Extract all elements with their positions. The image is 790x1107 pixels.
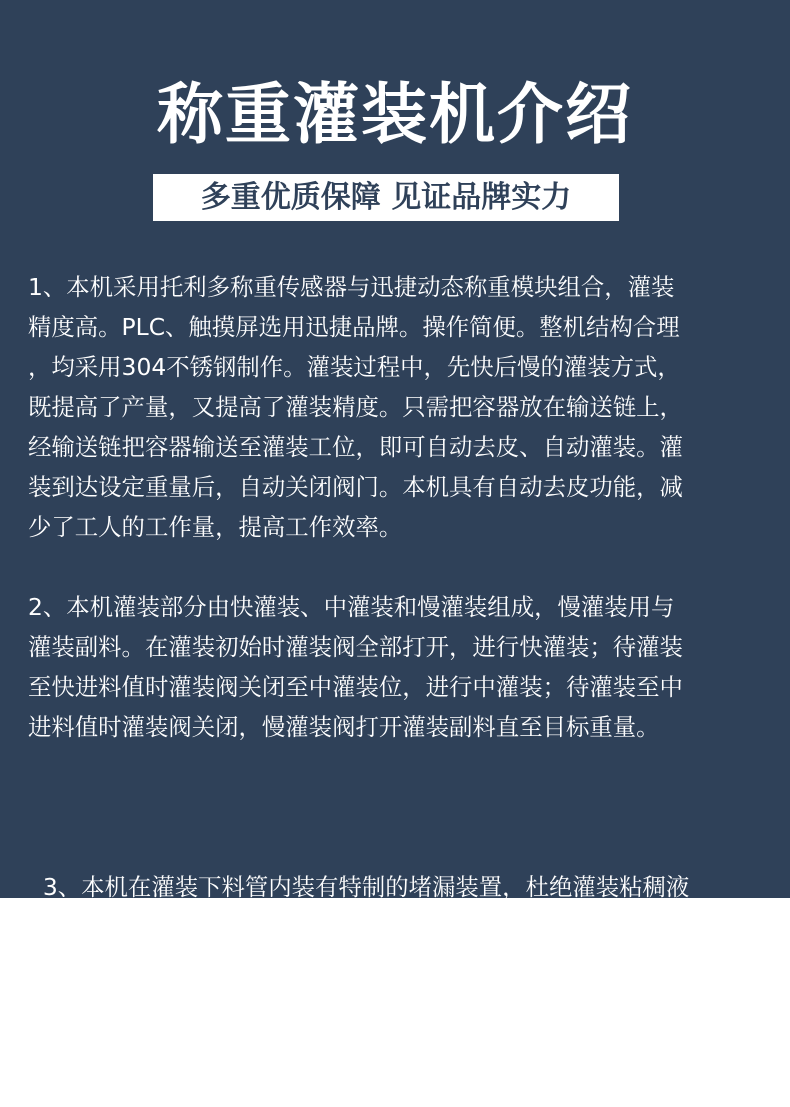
paragraph-line: 至快进料值时灌装阀关闭至中灌装位，进行中灌装；待灌装至中 xyxy=(28,673,683,701)
paragraph-line: 3、本机在灌装下料管内装有特制的堵漏装置，杜绝灌装粘稠液 xyxy=(28,873,690,901)
paragraph-line: ，均采用304不锈钢制作。灌装过程中，先快后慢的灌装方式， xyxy=(28,353,681,381)
paragraph-line: 精度高。PLC、触摸屏选用迅捷品牌。操作简便。整机结构合理 xyxy=(28,313,680,341)
paragraph-3 xyxy=(28,787,770,1107)
paragraph-line: 装到达设定重量后，自动关闭阀门。本机具有自动去皮功能，减 xyxy=(28,473,683,501)
subtitle-banner: 多重优质保障 见证品牌实力 xyxy=(153,174,619,221)
paragraph-line: 1、本机采用托利多称重传感器与迅捷动态称重模块组合，灌装 xyxy=(28,273,675,301)
paragraph-line: 既提高了产量，又提高了灌装精度。只需把容器放在输送链上， xyxy=(28,393,683,421)
paragraph-1 xyxy=(28,267,770,547)
paragraph-line: 经输送链把容器输送至灌装工位，即可自动去皮、自动灌装。灌 xyxy=(28,433,683,461)
paragraph-line: 灌装副料。在灌装初始时灌装阀全部打开，进行快灌装；待灌装 xyxy=(28,633,683,661)
paragraph-line: 2、本机灌装部分由快灌装、中灌装和慢灌装组成，慢灌装用与 xyxy=(28,593,675,621)
paragraph-line: 体时的拉丝或滴漏现象。 xyxy=(28,993,286,1021)
paragraph-line: 少了工人的工作量，提高工作效率。 xyxy=(28,513,403,541)
paragraph-2 xyxy=(28,587,770,747)
paragraph-line: 进料值时灌装阀关闭，慢灌装阀打开灌装副料直至目标重量。 xyxy=(28,713,660,741)
page-title: 称重灌装机介绍 xyxy=(157,76,633,153)
